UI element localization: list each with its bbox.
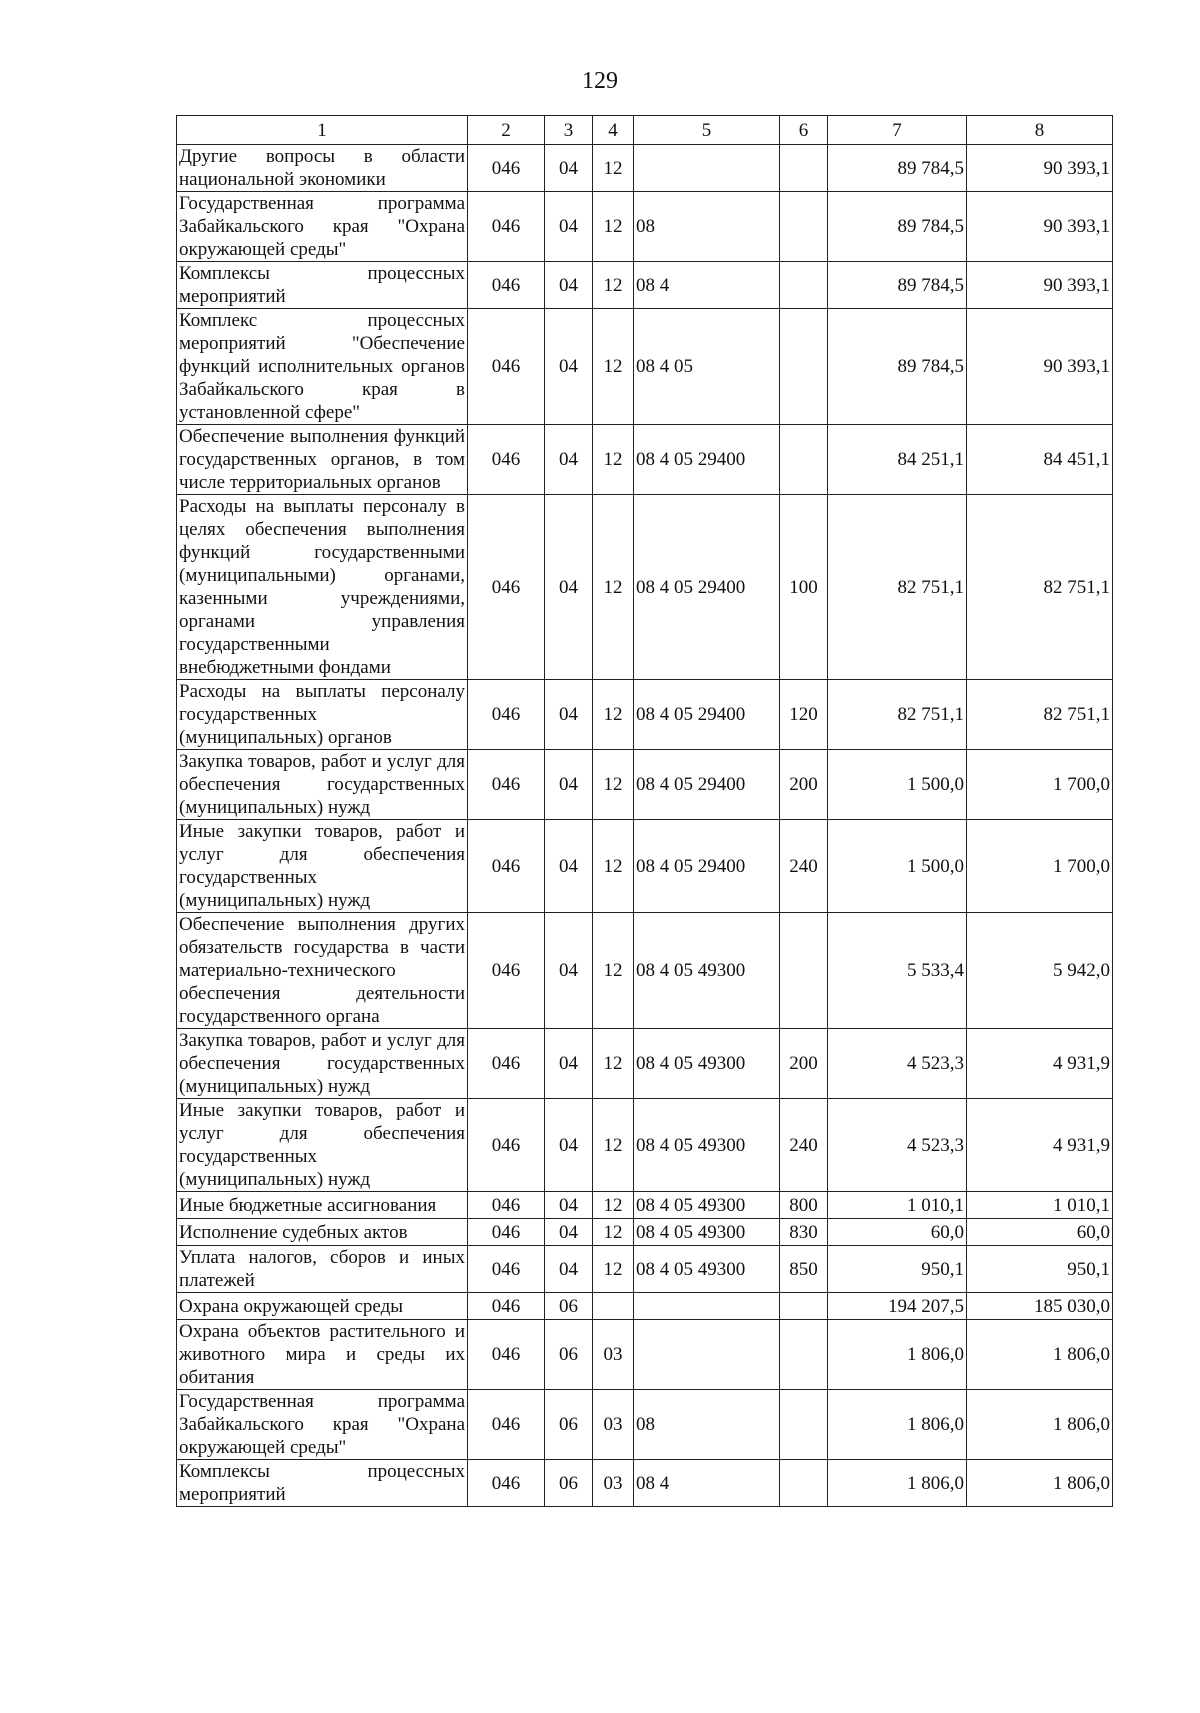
amount-col-7: 1 806,0: [828, 1390, 967, 1460]
expense-type-code: [780, 145, 828, 192]
chapter-code: 046: [468, 145, 545, 192]
amount-col-7: 82 751,1: [828, 495, 967, 680]
amount-col-8: 90 393,1: [967, 145, 1113, 192]
chapter-code: 046: [468, 913, 545, 1029]
row-name: Иные закупки товаров, работ и услуг для обеспечения государственных (муниципальных) нужд: [177, 1099, 468, 1192]
row-name: Охрана объектов растительного и животного мира и среды их обитания: [177, 1320, 468, 1390]
amount-col-7: 1 806,0: [828, 1320, 967, 1390]
expense-type-code: [780, 1293, 828, 1320]
chapter-code: 046: [468, 1293, 545, 1320]
row-name: Обеспечение выполнения других обязательств государства в части материально-технического обеспечения деятельности государственного органа: [177, 913, 468, 1029]
target-article-code: 08 4 05 49300: [634, 1192, 780, 1219]
section-code: 06: [545, 1293, 593, 1320]
section-code: 04: [545, 1099, 593, 1192]
row-name: Расходы на выплаты персоналу государственных (муниципальных) органов: [177, 680, 468, 750]
amount-col-7: 1 010,1: [828, 1192, 967, 1219]
subsection-code: 12: [593, 820, 634, 913]
table-row: [177, 750, 1113, 820]
table-row: [177, 1029, 1113, 1099]
column-header: 3: [545, 116, 593, 145]
subsection-code: 12: [593, 1219, 634, 1246]
table-row: [177, 192, 1113, 262]
target-article-code: 08 4 05 29400: [634, 680, 780, 750]
amount-col-7: 89 784,5: [828, 145, 967, 192]
chapter-code: 046: [468, 1320, 545, 1390]
expense-type-code: 240: [780, 820, 828, 913]
target-article-code: 08: [634, 192, 780, 262]
target-article-code: [634, 1320, 780, 1390]
amount-col-7: 4 523,3: [828, 1029, 967, 1099]
row-name: Другие вопросы в области национальной экономики: [177, 145, 468, 192]
chapter-code: 046: [468, 495, 545, 680]
amount-col-8: 90 393,1: [967, 262, 1113, 309]
budget-table: [176, 115, 1113, 1507]
row-name: Комплексы процессных мероприятий: [177, 262, 468, 309]
section-code: 04: [545, 750, 593, 820]
column-header: 8: [967, 116, 1113, 145]
target-article-code: 08 4 05 49300: [634, 1219, 780, 1246]
subsection-code: 12: [593, 680, 634, 750]
amount-col-7: 89 784,5: [828, 192, 967, 262]
table-row: [177, 1246, 1113, 1293]
target-article-code: 08 4 05 29400: [634, 820, 780, 913]
column-header: 6: [780, 116, 828, 145]
chapter-code: 046: [468, 1029, 545, 1099]
amount-col-7: 82 751,1: [828, 680, 967, 750]
column-header: 1: [177, 116, 468, 145]
amount-col-7: 194 207,5: [828, 1293, 967, 1320]
chapter-code: 046: [468, 680, 545, 750]
expense-type-code: 200: [780, 1029, 828, 1099]
amount-col-8: 90 393,1: [967, 192, 1113, 262]
target-article-code: 08 4 05 49300: [634, 913, 780, 1029]
amount-col-8: 1 700,0: [967, 820, 1113, 913]
amount-col-8: 1 806,0: [967, 1390, 1113, 1460]
amount-col-8: 4 931,9: [967, 1099, 1113, 1192]
chapter-code: 046: [468, 1460, 545, 1507]
expense-type-code: [780, 1320, 828, 1390]
subsection-code: 12: [593, 425, 634, 495]
expense-type-code: [780, 1390, 828, 1460]
chapter-code: 046: [468, 750, 545, 820]
amount-col-7: 1 806,0: [828, 1460, 967, 1507]
amount-col-8: 950,1: [967, 1246, 1113, 1293]
table-row: [177, 913, 1113, 1029]
table-row: [177, 820, 1113, 913]
section-code: 04: [545, 495, 593, 680]
chapter-code: 046: [468, 820, 545, 913]
section-code: 04: [545, 309, 593, 425]
amount-col-7: 1 500,0: [828, 750, 967, 820]
section-code: 04: [545, 1192, 593, 1219]
table-row: [177, 1099, 1113, 1192]
chapter-code: 046: [468, 192, 545, 262]
table-body: [177, 145, 1113, 1507]
chapter-code: 046: [468, 1390, 545, 1460]
target-article-code: 08 4: [634, 1460, 780, 1507]
target-article-code: 08 4 05 49300: [634, 1099, 780, 1192]
row-name: Охрана окружающей среды: [177, 1293, 468, 1320]
column-header: 4: [593, 116, 634, 145]
subsection-code: 12: [593, 309, 634, 425]
expense-type-code: 800: [780, 1192, 828, 1219]
chapter-code: 046: [468, 1192, 545, 1219]
subsection-code: 12: [593, 495, 634, 680]
row-name: Иные закупки товаров, работ и услуг для обеспечения государственных (муниципальных) нужд: [177, 820, 468, 913]
amount-col-8: 82 751,1: [967, 495, 1113, 680]
row-name: Государственная программа Забайкальского края "Охрана окружающей среды": [177, 1390, 468, 1460]
section-code: 04: [545, 425, 593, 495]
amount-col-8: 1 700,0: [967, 750, 1113, 820]
row-name: Государственная программа Забайкальского края "Охрана окружающей среды": [177, 192, 468, 262]
expense-type-code: 100: [780, 495, 828, 680]
expense-type-code: [780, 425, 828, 495]
expense-type-code: 850: [780, 1246, 828, 1293]
subsection-code: 12: [593, 750, 634, 820]
target-article-code: 08 4 05 29400: [634, 750, 780, 820]
expense-type-code: [780, 1460, 828, 1507]
amount-col-8: 90 393,1: [967, 309, 1113, 425]
amount-col-8: 82 751,1: [967, 680, 1113, 750]
chapter-code: 046: [468, 309, 545, 425]
subsection-code: 03: [593, 1390, 634, 1460]
table-row: [177, 680, 1113, 750]
row-name: Исполнение судебных актов: [177, 1219, 468, 1246]
row-name: Расходы на выплаты персоналу в целях обеспечения выполнения функций государственными (муниципальными) органами, казенными учреждениями, органами управления государственными внебюджетными фондами: [177, 495, 468, 680]
table-row: [177, 425, 1113, 495]
amount-col-8: 84 451,1: [967, 425, 1113, 495]
section-code: 04: [545, 820, 593, 913]
table-row: [177, 1320, 1113, 1390]
target-article-code: 08 4 05: [634, 309, 780, 425]
subsection-code: 12: [593, 913, 634, 1029]
section-code: 06: [545, 1320, 593, 1390]
target-article-code: 08 4 05 29400: [634, 425, 780, 495]
subsection-code: [593, 1293, 634, 1320]
target-article-code: 08: [634, 1390, 780, 1460]
expense-type-code: 200: [780, 750, 828, 820]
target-article-code: 08 4 05 49300: [634, 1029, 780, 1099]
row-name: Комплексы процессных мероприятий: [177, 1460, 468, 1507]
table-row: [177, 1219, 1113, 1246]
amount-col-8: 185 030,0: [967, 1293, 1113, 1320]
expense-type-code: [780, 913, 828, 1029]
table-row: [177, 1192, 1113, 1219]
column-header: 7: [828, 116, 967, 145]
section-code: 04: [545, 145, 593, 192]
table-row: [177, 1293, 1113, 1320]
row-name: Закупка товаров, работ и услуг для обеспечения государственных (муниципальных) нужд: [177, 1029, 468, 1099]
expense-type-code: [780, 262, 828, 309]
amount-col-7: 84 251,1: [828, 425, 967, 495]
amount-col-7: 60,0: [828, 1219, 967, 1246]
amount-col-8: 1 806,0: [967, 1460, 1113, 1507]
subsection-code: 03: [593, 1460, 634, 1507]
table-row: [177, 262, 1113, 309]
chapter-code: 046: [468, 262, 545, 309]
section-code: 04: [545, 1219, 593, 1246]
amount-col-7: 950,1: [828, 1246, 967, 1293]
target-article-code: 08 4: [634, 262, 780, 309]
amount-col-7: 89 784,5: [828, 262, 967, 309]
subsection-code: 12: [593, 262, 634, 309]
subsection-code: 12: [593, 1192, 634, 1219]
subsection-code: 12: [593, 1099, 634, 1192]
section-code: 06: [545, 1390, 593, 1460]
row-name: Уплата налогов, сборов и иных платежей: [177, 1246, 468, 1293]
target-article-code: 08 4 05 49300: [634, 1246, 780, 1293]
section-code: 04: [545, 1029, 593, 1099]
row-name: Закупка товаров, работ и услуг для обеспечения государственных (муниципальных) нужд: [177, 750, 468, 820]
chapter-code: 046: [468, 1246, 545, 1293]
amount-col-7: 5 533,4: [828, 913, 967, 1029]
section-code: 04: [545, 262, 593, 309]
expense-type-code: [780, 192, 828, 262]
expense-type-code: 120: [780, 680, 828, 750]
target-article-code: [634, 145, 780, 192]
row-name: Обеспечение выполнения функций государственных органов, в том числе территориальных органов: [177, 425, 468, 495]
chapter-code: 046: [468, 1219, 545, 1246]
section-code: 04: [545, 1246, 593, 1293]
row-name: Комплекс процессных мероприятий "Обеспечение функций исполнительных органов Забайкальского края в установленной сфере": [177, 309, 468, 425]
table-row: [177, 145, 1113, 192]
amount-col-8: 4 931,9: [967, 1029, 1113, 1099]
target-article-code: 08 4 05 29400: [634, 495, 780, 680]
subsection-code: 12: [593, 192, 634, 262]
subsection-code: 03: [593, 1320, 634, 1390]
column-header: 2: [468, 116, 545, 145]
expense-type-code: [780, 309, 828, 425]
chapter-code: 046: [468, 425, 545, 495]
amount-col-8: 60,0: [967, 1219, 1113, 1246]
expense-type-code: 240: [780, 1099, 828, 1192]
table-row: [177, 309, 1113, 425]
section-code: 04: [545, 192, 593, 262]
amount-col-8: 1 010,1: [967, 1192, 1113, 1219]
subsection-code: 12: [593, 145, 634, 192]
amount-col-7: 89 784,5: [828, 309, 967, 425]
page-number: 129: [582, 68, 618, 94]
target-article-code: [634, 1293, 780, 1320]
section-code: 04: [545, 680, 593, 750]
subsection-code: 12: [593, 1246, 634, 1293]
expense-type-code: 830: [780, 1219, 828, 1246]
amount-col-7: 4 523,3: [828, 1099, 967, 1192]
table-row: [177, 1390, 1113, 1460]
table-row: [177, 495, 1113, 680]
subsection-code: 12: [593, 1029, 634, 1099]
header-row: [177, 116, 1113, 145]
table-row: [177, 1460, 1113, 1507]
row-name: Иные бюджетные ассигнования: [177, 1192, 468, 1219]
amount-col-8: 5 942,0: [967, 913, 1113, 1029]
column-header: 5: [634, 116, 780, 145]
amount-col-8: 1 806,0: [967, 1320, 1113, 1390]
amount-col-7: 1 500,0: [828, 820, 967, 913]
chapter-code: 046: [468, 1099, 545, 1192]
section-code: 04: [545, 913, 593, 1029]
section-code: 06: [545, 1460, 593, 1507]
